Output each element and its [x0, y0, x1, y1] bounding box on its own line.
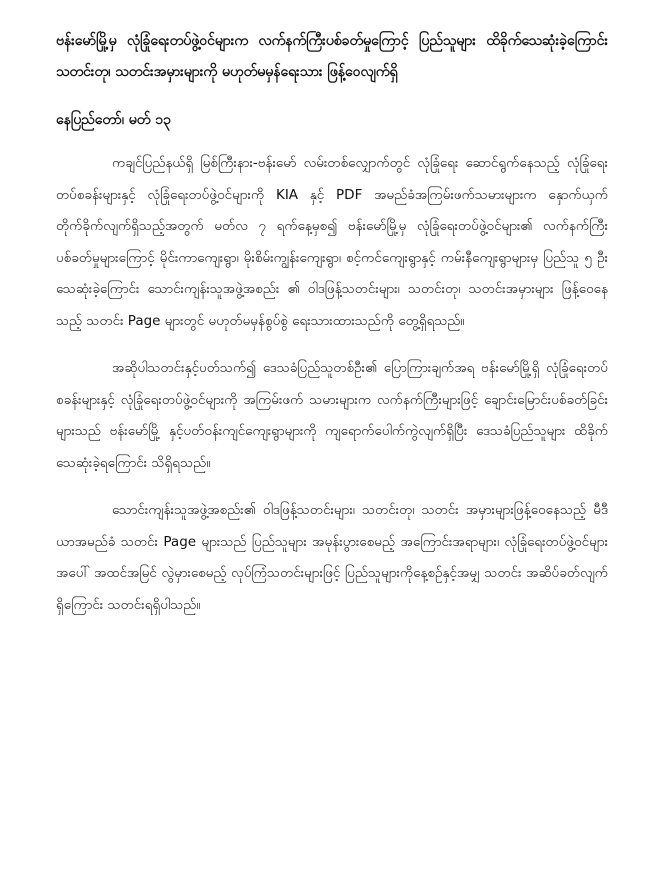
article-paragraph-1: ကချင်ပြည်နယ်ရှိ မြစ်ကြီးနား-ဗန်းမော် လမ်းတစ်လျှောက်တွင် လုံခြုံရေး ဆောင်ရွက်နေသည့် လုံခြုံရေးတပ်စခန်းများနှင့် လုံခြုံရေးတပ်ဖွဲ့ဝင်များကို KIA နှင့် PDF အမည်ခံအကြမ်းဖက်သမားများက နှောက်ယှက်တိုက်ခိုက်လျက်ရှိသည့်အတွက် မတ်လ ၇ ရက်နေ့မှစ၍ ဗန်းမော်မြို့မှ လုံခြုံရေးတပ်ဖွဲ့ဝင်များ၏ လက်နက်ကြီး ပစ်ခတ်မှုများကြောင့် မိုင်းကာကျေးရွာ၊ မိုးစိမ်းကျွန်းကျေးရွာ၊ စင့်ကင်ကျေးရွာနှင့် ကမ်းနီကျေးရွာများမှ ပြည်သူ ၅ ဦးသေဆုံးခဲ့ကြောင်း သောင်းကျန်းသူအဖွဲ့အစည်း ၏ ဝါဒဖြန့်သတင်းများ၊ သတင်းတု၊ သတင်းအမှားများ ဖြန့်ဝေနေသည့် သတင်း Page များတွင် မဟုတ်မမှန်စွပ်စွဲ ရေးသားထားသည်ကို တွေ့ရှိရသည်။ — [56, 155, 608, 329]
document-page — [56, 26, 608, 637]
article-paragraph-3: သောင်းကျန်းသူအဖွဲ့အစည်း၏ ဝါဒဖြန့်သတင်းများ၊ သတင်းတု၊ သတင်း အမှားများဖြန့်ဝေနေသည့် မီဒီယာအမည်ခံ သတင်း Page များသည် ပြည်သူများ အမုန်းပွားစေမည့် အကြောင်းအရာများ၊ လုံခြုံရေးတပ်ဖွဲ့ဝင်များအပေါ် အထင်အမြင် လွဲမှားစေမည့် လုပ်ကြံသတင်းများဖြင့် ပြည်သူများကိုနေ့စဉ်နှင့်အမျှ သတင်း အဆိပ်ခတ်လျက်ရှိကြောင်း သတင်းရရှိပါသည်။ — [56, 502, 608, 613]
article-headline: ဗန်းမော်မြို့မှ လုံခြုံရေးတပ်ဖွဲ့ဝင်များက လက်နက်ကြီးပစ်ခတ်မှုကြောင့် ပြည်သူများ ထိခိုက်သေဆုံးခဲ့ကြောင်း သတင်းတု၊ သတင်းအမှားများကို မဟုတ်မမှန်ရေးသား ဖြန့်ဝေလျက်ရှိ — [56, 33, 608, 80]
article-paragraph-2: အဆိုပါသတင်းနှင့်ပတ်သက်၍ ဒေသခံပြည်သူတစ်ဦး၏ ပြောကြားချက်အရ ဗန်းမော်မြို့ရှိ လုံခြုံရေးတပ်စခန်းများနှင့် လုံခြုံရေးတပ်ဖွဲ့ဝင်များကို အကြမ်းဖက် သမားများက လက်နက်ကြီးများဖြင့် ချောင်းမြောင်းပစ်ခတ်ခြင်းများသည် ဗန်းမော်မြို့ နှင့်ပတ်ဝန်းကျင်ကျေးရွာများကို ကျရောက်ပေါက်ကွဲလျက်ရှိပြီး ဒေသခံပြည်သူများ ထိခိုက်သေဆုံးခဲ့ရကြောင်း သိရှိရသည်။ — [56, 360, 608, 471]
article-dateline: နေပြည်တော်၊ မတ် ၁၃ — [56, 112, 172, 128]
